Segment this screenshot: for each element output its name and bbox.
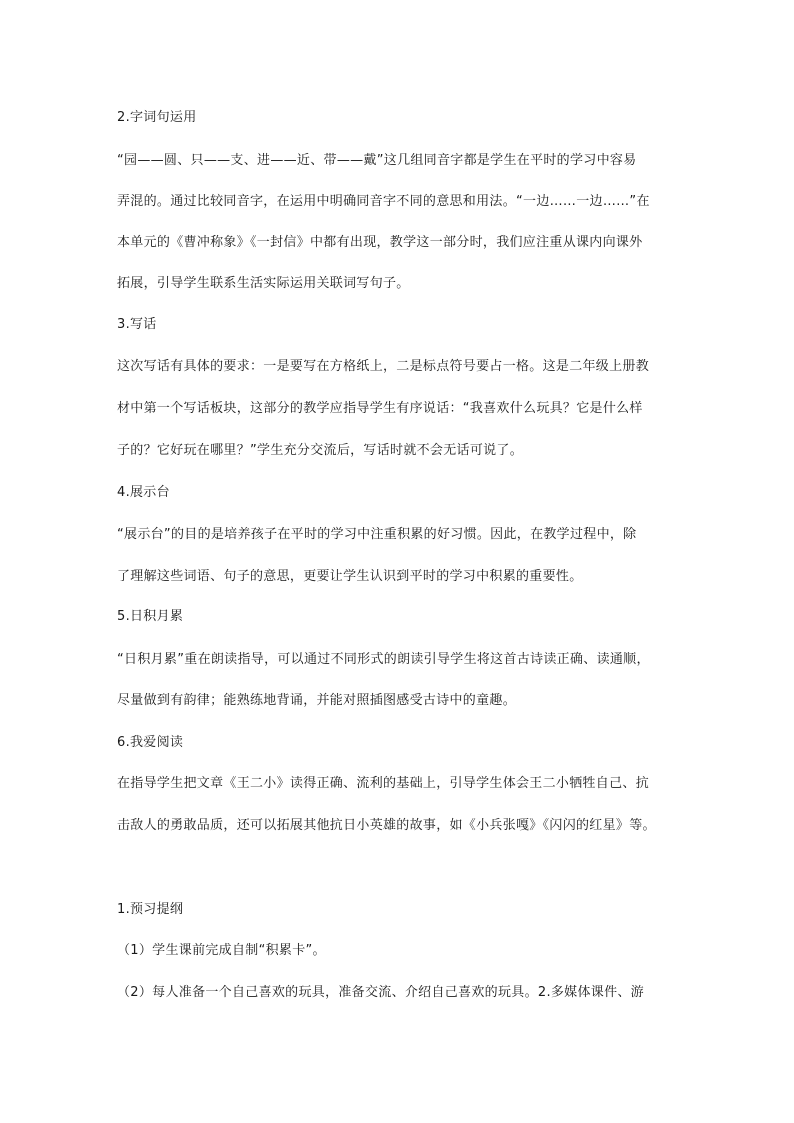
section-heading: 5.日积月累 — [117, 609, 184, 624]
paragraph-line: “展示台”的目的是培养孩子在平时的学习中注重积累的好习惯。因此，在教学过程中，除 — [117, 527, 637, 542]
section-heading: 2.字词句运用 — [117, 110, 197, 125]
paragraph-line: “日积月累”重在朗读指导，可以通过不同形式的朗读引导学生将这首古诗读正确、读通顺， — [117, 652, 650, 667]
paragraph-line: 子的？它好玩在哪里？”学生充分交流后，写话时就不会无话可说了。 — [117, 443, 524, 458]
section-heading: 3.写话 — [117, 317, 157, 332]
section-heading: 6.我爱阅读 — [117, 735, 184, 750]
paragraph-line: （2）每人准备一个自己喜欢的玩具，准备交流、介绍自己喜欢的玩具。2.多媒体课件、游 — [117, 985, 644, 1000]
paragraph-line: 本单元的《曹冲称象》《一封信》中都有出现，教学这一部分时，我们应注重从课内向课外 — [117, 235, 643, 250]
paragraph-line: 了理解这些词语、句子的意思，更要让学生认识到平时的学习中积累的重要性。 — [117, 569, 583, 584]
paragraph-line: 弄混的。通过比较同音字，在运用中明确同音字不同的意思和用法。“一边……一边……”在 — [117, 194, 650, 209]
paragraph-line: 击敌人的勇敢品质，还可以拓展其他抗日小英雄的故事，如《小兵张嘎》《闪闪的红星》等。 — [117, 818, 656, 833]
section-heading: 1.预习提纲 — [117, 902, 184, 917]
paragraph-line: 这次写话有具体的要求：一是要写在方格纸上，二是标点符号要占一格。这是二年级上册教 — [117, 359, 650, 374]
paragraph-line: （1）学生课前完成自制“积累卡”。 — [117, 943, 326, 958]
paragraph-line: 拓展，引导学生联系生活实际运用关联词写句子。 — [117, 276, 410, 291]
paragraph-line: 材中第一个写话板块，这部分的教学应指导学生有序说话：“我喜欢什么玩具？它是什么样 — [117, 401, 643, 416]
paragraph-line: 尽量做到有韵律；能熟练地背诵，并能对照插图感受古诗中的童趣。 — [117, 693, 517, 708]
paragraph-line: 在指导学生把文章《王二小》读得正确、流利的基础上，引导学生体会王二小牺牲自己、抗 — [117, 776, 650, 791]
section-heading: 4.展示台 — [117, 485, 170, 500]
paragraph-line: “园——圆、只——支、进——近、带——戴”这几组同音字都是学生在平时的学习中容易 — [117, 153, 637, 168]
